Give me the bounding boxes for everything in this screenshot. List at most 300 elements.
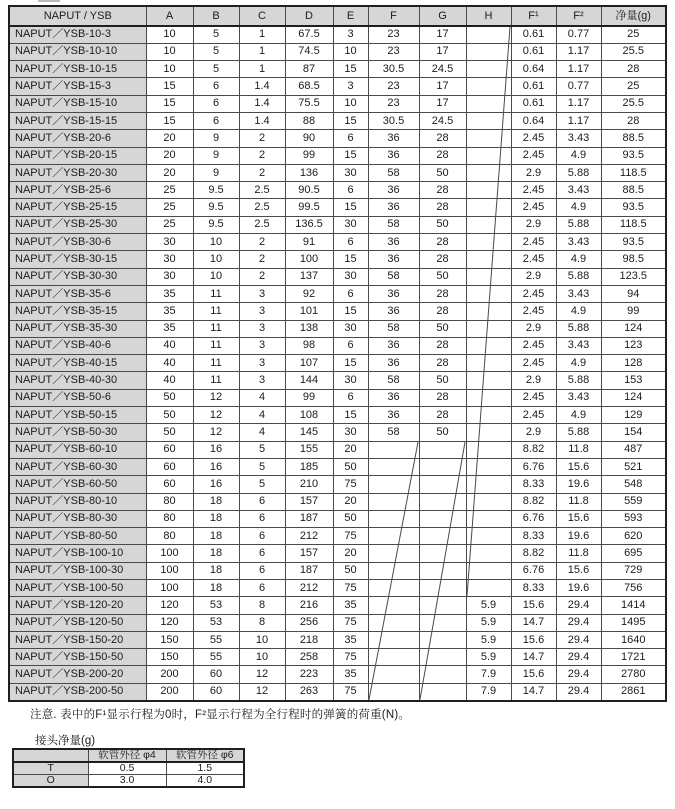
value-cell: 15 xyxy=(333,199,368,216)
value-cell: 100 xyxy=(146,562,193,579)
value-cell: 90 xyxy=(285,130,333,147)
value-cell: 1414 xyxy=(601,597,666,614)
value-cell xyxy=(368,562,419,579)
value-cell: 5 xyxy=(239,458,285,475)
value-cell: 35 xyxy=(146,320,193,337)
value-cell: 136 xyxy=(285,164,333,181)
value-cell: 20 xyxy=(146,164,193,181)
value-cell: 9 xyxy=(193,130,239,147)
fitting-value-cell: 0.5 xyxy=(88,762,166,775)
value-cell: 24.5 xyxy=(419,112,466,129)
value-cell: 210 xyxy=(285,476,333,493)
fitting-table-row xyxy=(13,762,244,775)
value-cell: 80 xyxy=(146,493,193,510)
value-cell: 30 xyxy=(333,268,368,285)
value-cell: 93.5 xyxy=(601,234,666,251)
value-cell: 17 xyxy=(419,78,466,95)
value-cell: 8 xyxy=(239,597,285,614)
value-cell: 30 xyxy=(333,164,368,181)
value-cell: 36 xyxy=(368,337,419,354)
value-cell: 50 xyxy=(419,216,466,233)
model-cell: NAPUT／YSB-40-30 xyxy=(9,372,146,389)
value-cell xyxy=(466,493,511,510)
value-cell: 29.4 xyxy=(556,649,601,666)
model-cell: NAPUT／YSB-30-15 xyxy=(9,251,146,268)
value-cell: 35 xyxy=(333,666,368,683)
value-cell: 30.5 xyxy=(368,112,419,129)
value-cell: 157 xyxy=(285,545,333,562)
value-cell: 548 xyxy=(601,476,666,493)
value-cell xyxy=(419,545,466,562)
table-row xyxy=(9,562,666,579)
value-cell: 10 xyxy=(146,61,193,78)
value-cell xyxy=(466,424,511,441)
value-cell: 17 xyxy=(419,95,466,112)
column-header: C xyxy=(239,6,285,26)
value-cell: 153 xyxy=(601,372,666,389)
table-row xyxy=(9,112,666,129)
value-cell: 28 xyxy=(419,199,466,216)
value-cell: 11 xyxy=(193,285,239,302)
value-cell: 11 xyxy=(193,372,239,389)
value-cell: 75 xyxy=(333,683,368,700)
value-cell xyxy=(466,78,511,95)
model-cell: NAPUT／YSB-120-50 xyxy=(9,614,146,631)
fitting-row-label: O xyxy=(13,775,88,788)
value-cell xyxy=(466,320,511,337)
model-cell: NAPUT／YSB-30-6 xyxy=(9,234,146,251)
value-cell: 218 xyxy=(285,631,333,648)
model-cell: NAPUT／YSB-35-6 xyxy=(9,285,146,302)
value-cell: 1.17 xyxy=(556,61,601,78)
value-cell: 28 xyxy=(419,337,466,354)
model-cell: NAPUT／YSB-60-50 xyxy=(9,476,146,493)
value-cell xyxy=(419,510,466,527)
value-cell: 30 xyxy=(146,234,193,251)
value-cell: 88.5 xyxy=(601,182,666,199)
value-cell: 4 xyxy=(239,424,285,441)
value-cell: 5.9 xyxy=(466,614,511,631)
value-cell: 40 xyxy=(146,372,193,389)
value-cell: 35 xyxy=(146,285,193,302)
value-cell xyxy=(419,597,466,614)
value-cell: 6.76 xyxy=(511,458,556,475)
value-cell: 15.6 xyxy=(511,597,556,614)
value-cell: 118.5 xyxy=(601,164,666,181)
value-cell xyxy=(466,43,511,60)
value-cell: 36 xyxy=(368,355,419,372)
value-cell xyxy=(466,234,511,251)
table-row xyxy=(9,78,666,95)
value-cell xyxy=(466,372,511,389)
model-cell: NAPUT／YSB-120-20 xyxy=(9,597,146,614)
value-cell xyxy=(419,476,466,493)
value-cell: 75 xyxy=(333,476,368,493)
value-cell: 1.17 xyxy=(556,95,601,112)
table-row xyxy=(9,458,666,475)
value-cell xyxy=(466,61,511,78)
table-row xyxy=(9,95,666,112)
model-cell: NAPUT／YSB-25-15 xyxy=(9,199,146,216)
value-cell: 1.17 xyxy=(556,43,601,60)
value-cell: 28 xyxy=(419,234,466,251)
value-cell: 0.61 xyxy=(511,78,556,95)
value-cell: 18 xyxy=(193,562,239,579)
value-cell: 50 xyxy=(419,164,466,181)
value-cell xyxy=(466,476,511,493)
value-cell: 137 xyxy=(285,268,333,285)
value-cell: 10 xyxy=(333,43,368,60)
value-cell: 58 xyxy=(368,164,419,181)
value-cell: 6 xyxy=(333,182,368,199)
value-cell: 521 xyxy=(601,458,666,475)
value-cell: 6.76 xyxy=(511,562,556,579)
value-cell: 2.9 xyxy=(511,372,556,389)
model-cell: NAPUT／YSB-150-20 xyxy=(9,631,146,648)
fitting-value-cell: 1.5 xyxy=(166,762,244,775)
value-cell: 4.9 xyxy=(556,147,601,164)
value-cell: 60 xyxy=(146,441,193,458)
value-cell: 8.33 xyxy=(511,528,556,545)
value-cell xyxy=(466,112,511,129)
column-header: D xyxy=(285,6,333,26)
value-cell: 4.9 xyxy=(556,199,601,216)
value-cell: 3.43 xyxy=(556,337,601,354)
value-cell: 695 xyxy=(601,545,666,562)
value-cell: 30.5 xyxy=(368,61,419,78)
value-cell: 11 xyxy=(193,355,239,372)
value-cell: 129 xyxy=(601,407,666,424)
value-cell: 88 xyxy=(285,112,333,129)
value-cell: 5.88 xyxy=(556,164,601,181)
table-row xyxy=(9,199,666,216)
model-cell: NAPUT／YSB-100-30 xyxy=(9,562,146,579)
value-cell: 8.33 xyxy=(511,580,556,597)
value-cell: 28 xyxy=(419,285,466,302)
value-cell: 20 xyxy=(333,493,368,510)
value-cell: 36 xyxy=(368,303,419,320)
value-cell: 19.6 xyxy=(556,580,601,597)
value-cell: 40 xyxy=(146,337,193,354)
value-cell xyxy=(466,389,511,406)
value-cell: 50 xyxy=(419,268,466,285)
model-cell: NAPUT／YSB-80-30 xyxy=(9,510,146,527)
value-cell: 14.7 xyxy=(511,649,556,666)
value-cell: 3.43 xyxy=(556,285,601,302)
value-cell: 6 xyxy=(193,95,239,112)
value-cell: 0.77 xyxy=(556,26,601,43)
value-cell: 9 xyxy=(193,164,239,181)
value-cell: 212 xyxy=(285,580,333,597)
value-cell: 25 xyxy=(146,216,193,233)
value-cell: 20 xyxy=(146,130,193,147)
value-cell: 100 xyxy=(146,545,193,562)
value-cell: 67.5 xyxy=(285,26,333,43)
value-cell: 15 xyxy=(333,61,368,78)
model-cell: NAPUT／YSB-15-10 xyxy=(9,95,146,112)
value-cell xyxy=(466,528,511,545)
value-cell xyxy=(419,562,466,579)
value-cell xyxy=(466,562,511,579)
value-cell xyxy=(466,26,511,43)
value-cell: 258 xyxy=(285,649,333,666)
value-cell: 2.45 xyxy=(511,130,556,147)
value-cell: 107 xyxy=(285,355,333,372)
value-cell: 40 xyxy=(146,355,193,372)
value-cell: 2 xyxy=(239,268,285,285)
value-cell: 145 xyxy=(285,424,333,441)
value-cell: 90.5 xyxy=(285,182,333,199)
value-cell: 5 xyxy=(193,61,239,78)
value-cell: 1495 xyxy=(601,614,666,631)
value-cell: 15 xyxy=(146,95,193,112)
value-cell: 1 xyxy=(239,43,285,60)
value-cell: 124 xyxy=(601,389,666,406)
value-cell: 36 xyxy=(368,199,419,216)
value-cell: 91 xyxy=(285,234,333,251)
value-cell: 28 xyxy=(419,303,466,320)
value-cell: 108 xyxy=(285,407,333,424)
value-cell: 60 xyxy=(193,683,239,700)
value-cell xyxy=(419,493,466,510)
value-cell: 7.9 xyxy=(466,666,511,683)
value-cell: 25 xyxy=(146,199,193,216)
value-cell xyxy=(419,458,466,475)
value-cell: 2.9 xyxy=(511,320,556,337)
value-cell xyxy=(368,666,419,683)
value-cell: 2 xyxy=(239,147,285,164)
value-cell: 35 xyxy=(333,597,368,614)
value-cell: 36 xyxy=(368,251,419,268)
value-cell xyxy=(419,441,466,458)
value-cell xyxy=(466,147,511,164)
value-cell: 2861 xyxy=(601,683,666,700)
model-cell: NAPUT／YSB-15-3 xyxy=(9,78,146,95)
value-cell: 3 xyxy=(333,78,368,95)
model-cell: NAPUT／YSB-35-15 xyxy=(9,303,146,320)
value-cell: 29.4 xyxy=(556,614,601,631)
value-cell: 216 xyxy=(285,597,333,614)
value-cell: 0.61 xyxy=(511,26,556,43)
table-row xyxy=(9,528,666,545)
value-cell xyxy=(466,95,511,112)
value-cell: 185 xyxy=(285,458,333,475)
value-cell: 18 xyxy=(193,580,239,597)
value-cell: 58 xyxy=(368,372,419,389)
value-cell: 60 xyxy=(193,666,239,683)
value-cell: 212 xyxy=(285,528,333,545)
value-cell: 80 xyxy=(146,510,193,527)
value-cell: 8.33 xyxy=(511,476,556,493)
value-cell xyxy=(466,510,511,527)
value-cell: 10 xyxy=(146,26,193,43)
fitting-value-cell: 4.0 xyxy=(166,775,244,788)
model-cell: NAPUT／YSB-50-6 xyxy=(9,389,146,406)
value-cell: 58 xyxy=(368,268,419,285)
value-cell: 75 xyxy=(333,580,368,597)
value-cell: 4 xyxy=(239,389,285,406)
spec-table-header xyxy=(9,6,666,26)
value-cell: 10 xyxy=(193,268,239,285)
value-cell: 9 xyxy=(193,147,239,164)
table-row xyxy=(9,26,666,43)
model-cell: NAPUT／YSB-100-50 xyxy=(9,580,146,597)
value-cell: 3 xyxy=(239,355,285,372)
value-cell: 2.45 xyxy=(511,234,556,251)
value-cell: 155 xyxy=(285,441,333,458)
value-cell: 12 xyxy=(239,666,285,683)
table-row xyxy=(9,372,666,389)
value-cell: 28 xyxy=(419,130,466,147)
value-cell xyxy=(466,355,511,372)
value-cell: 5 xyxy=(239,441,285,458)
value-cell: 30 xyxy=(333,320,368,337)
table-row xyxy=(9,389,666,406)
column-header: F¹ xyxy=(511,6,556,26)
value-cell: 15 xyxy=(333,407,368,424)
value-cell: 23 xyxy=(368,95,419,112)
value-cell: 25 xyxy=(146,182,193,199)
value-cell: 6 xyxy=(239,545,285,562)
value-cell: 19.6 xyxy=(556,528,601,545)
value-cell: 29.4 xyxy=(556,597,601,614)
value-cell xyxy=(368,683,419,700)
value-cell: 15 xyxy=(333,355,368,372)
value-cell: 15.6 xyxy=(556,510,601,527)
value-cell: 50 xyxy=(146,389,193,406)
value-cell: 4.9 xyxy=(556,303,601,320)
value-cell xyxy=(419,528,466,545)
value-cell: 50 xyxy=(419,320,466,337)
value-cell: 6 xyxy=(239,562,285,579)
value-cell: 50 xyxy=(146,424,193,441)
value-cell: 14.7 xyxy=(511,683,556,700)
model-cell: NAPUT／YSB-60-30 xyxy=(9,458,146,475)
value-cell: 15 xyxy=(333,112,368,129)
value-cell: 15.6 xyxy=(556,458,601,475)
value-cell: 756 xyxy=(601,580,666,597)
value-cell: 8 xyxy=(239,614,285,631)
value-cell: 11.8 xyxy=(556,545,601,562)
value-cell: 75 xyxy=(333,614,368,631)
table-row xyxy=(9,545,666,562)
column-header: F xyxy=(368,6,419,26)
value-cell: 6 xyxy=(333,285,368,302)
value-cell: 25 xyxy=(601,78,666,95)
value-cell: 50 xyxy=(419,372,466,389)
value-cell: 53 xyxy=(193,597,239,614)
value-cell: 23 xyxy=(368,43,419,60)
model-cell: NAPUT／YSB-200-50 xyxy=(9,683,146,700)
value-cell xyxy=(419,666,466,683)
value-cell: 100 xyxy=(146,580,193,597)
fitting-table-body xyxy=(13,762,244,787)
value-cell: 36 xyxy=(368,407,419,424)
value-cell: 6 xyxy=(193,112,239,129)
column-header: 净量(g) xyxy=(601,6,666,26)
value-cell: 2.5 xyxy=(239,216,285,233)
table-row xyxy=(9,234,666,251)
table-note: 注意. 表中的F¹显示行程为0时，F²显示行程为全行程时的弹簧的荷重(N)。 xyxy=(30,709,411,721)
table-row xyxy=(9,407,666,424)
value-cell: 11.8 xyxy=(556,441,601,458)
value-cell: 120 xyxy=(146,614,193,631)
value-cell: 10 xyxy=(239,649,285,666)
table-row xyxy=(9,631,666,648)
value-cell: 2.45 xyxy=(511,251,556,268)
value-cell: 200 xyxy=(146,683,193,700)
value-cell xyxy=(466,458,511,475)
column-header: H xyxy=(466,6,511,26)
value-cell: 16 xyxy=(193,441,239,458)
table-row xyxy=(9,61,666,78)
column-header: F² xyxy=(556,6,601,26)
value-cell: 2 xyxy=(239,164,285,181)
value-cell: 50 xyxy=(333,458,368,475)
value-cell: 9.5 xyxy=(193,199,239,216)
column-header: G xyxy=(419,6,466,26)
value-cell: 5.9 xyxy=(466,649,511,666)
value-cell xyxy=(368,458,419,475)
value-cell: 58 xyxy=(368,320,419,337)
value-cell: 4.9 xyxy=(556,407,601,424)
value-cell: 620 xyxy=(601,528,666,545)
model-cell: NAPUT／YSB-80-10 xyxy=(9,493,146,510)
value-cell: 99 xyxy=(285,389,333,406)
value-cell: 15 xyxy=(146,78,193,95)
value-cell: 15.6 xyxy=(556,562,601,579)
value-cell xyxy=(368,545,419,562)
value-cell: 2.9 xyxy=(511,424,556,441)
value-cell: 5 xyxy=(193,26,239,43)
value-cell xyxy=(466,182,511,199)
value-cell: 18 xyxy=(193,493,239,510)
value-cell: 30 xyxy=(333,372,368,389)
value-cell: 68.5 xyxy=(285,78,333,95)
table-row xyxy=(9,683,666,700)
model-cell: NAPUT／YSB-10-3 xyxy=(9,26,146,43)
value-cell: 128 xyxy=(601,355,666,372)
value-cell: 9.5 xyxy=(193,216,239,233)
fitting-table-header xyxy=(13,749,244,762)
value-cell: 3 xyxy=(239,320,285,337)
spec-table xyxy=(8,5,667,702)
value-cell: 1721 xyxy=(601,649,666,666)
value-cell xyxy=(466,251,511,268)
fitting-weight-title: 接头净量(g) xyxy=(35,735,96,747)
value-cell: 5.9 xyxy=(466,631,511,648)
value-cell: 3 xyxy=(333,26,368,43)
model-cell: NAPUT／YSB-10-10 xyxy=(9,43,146,60)
value-cell xyxy=(466,216,511,233)
value-cell: 5.88 xyxy=(556,372,601,389)
value-cell: 50 xyxy=(333,510,368,527)
value-cell xyxy=(368,528,419,545)
value-cell: 80 xyxy=(146,528,193,545)
value-cell xyxy=(419,683,466,700)
value-cell: 93.5 xyxy=(601,199,666,216)
value-cell: 8.82 xyxy=(511,493,556,510)
value-cell: 6 xyxy=(239,493,285,510)
value-cell: 4.9 xyxy=(556,251,601,268)
model-cell: NAPUT／YSB-200-20 xyxy=(9,666,146,683)
value-cell: 28 xyxy=(419,389,466,406)
value-cell: 11 xyxy=(193,303,239,320)
value-cell: 50 xyxy=(419,424,466,441)
value-cell: 118.5 xyxy=(601,216,666,233)
value-cell: 55 xyxy=(193,631,239,648)
value-cell: 123.5 xyxy=(601,268,666,285)
